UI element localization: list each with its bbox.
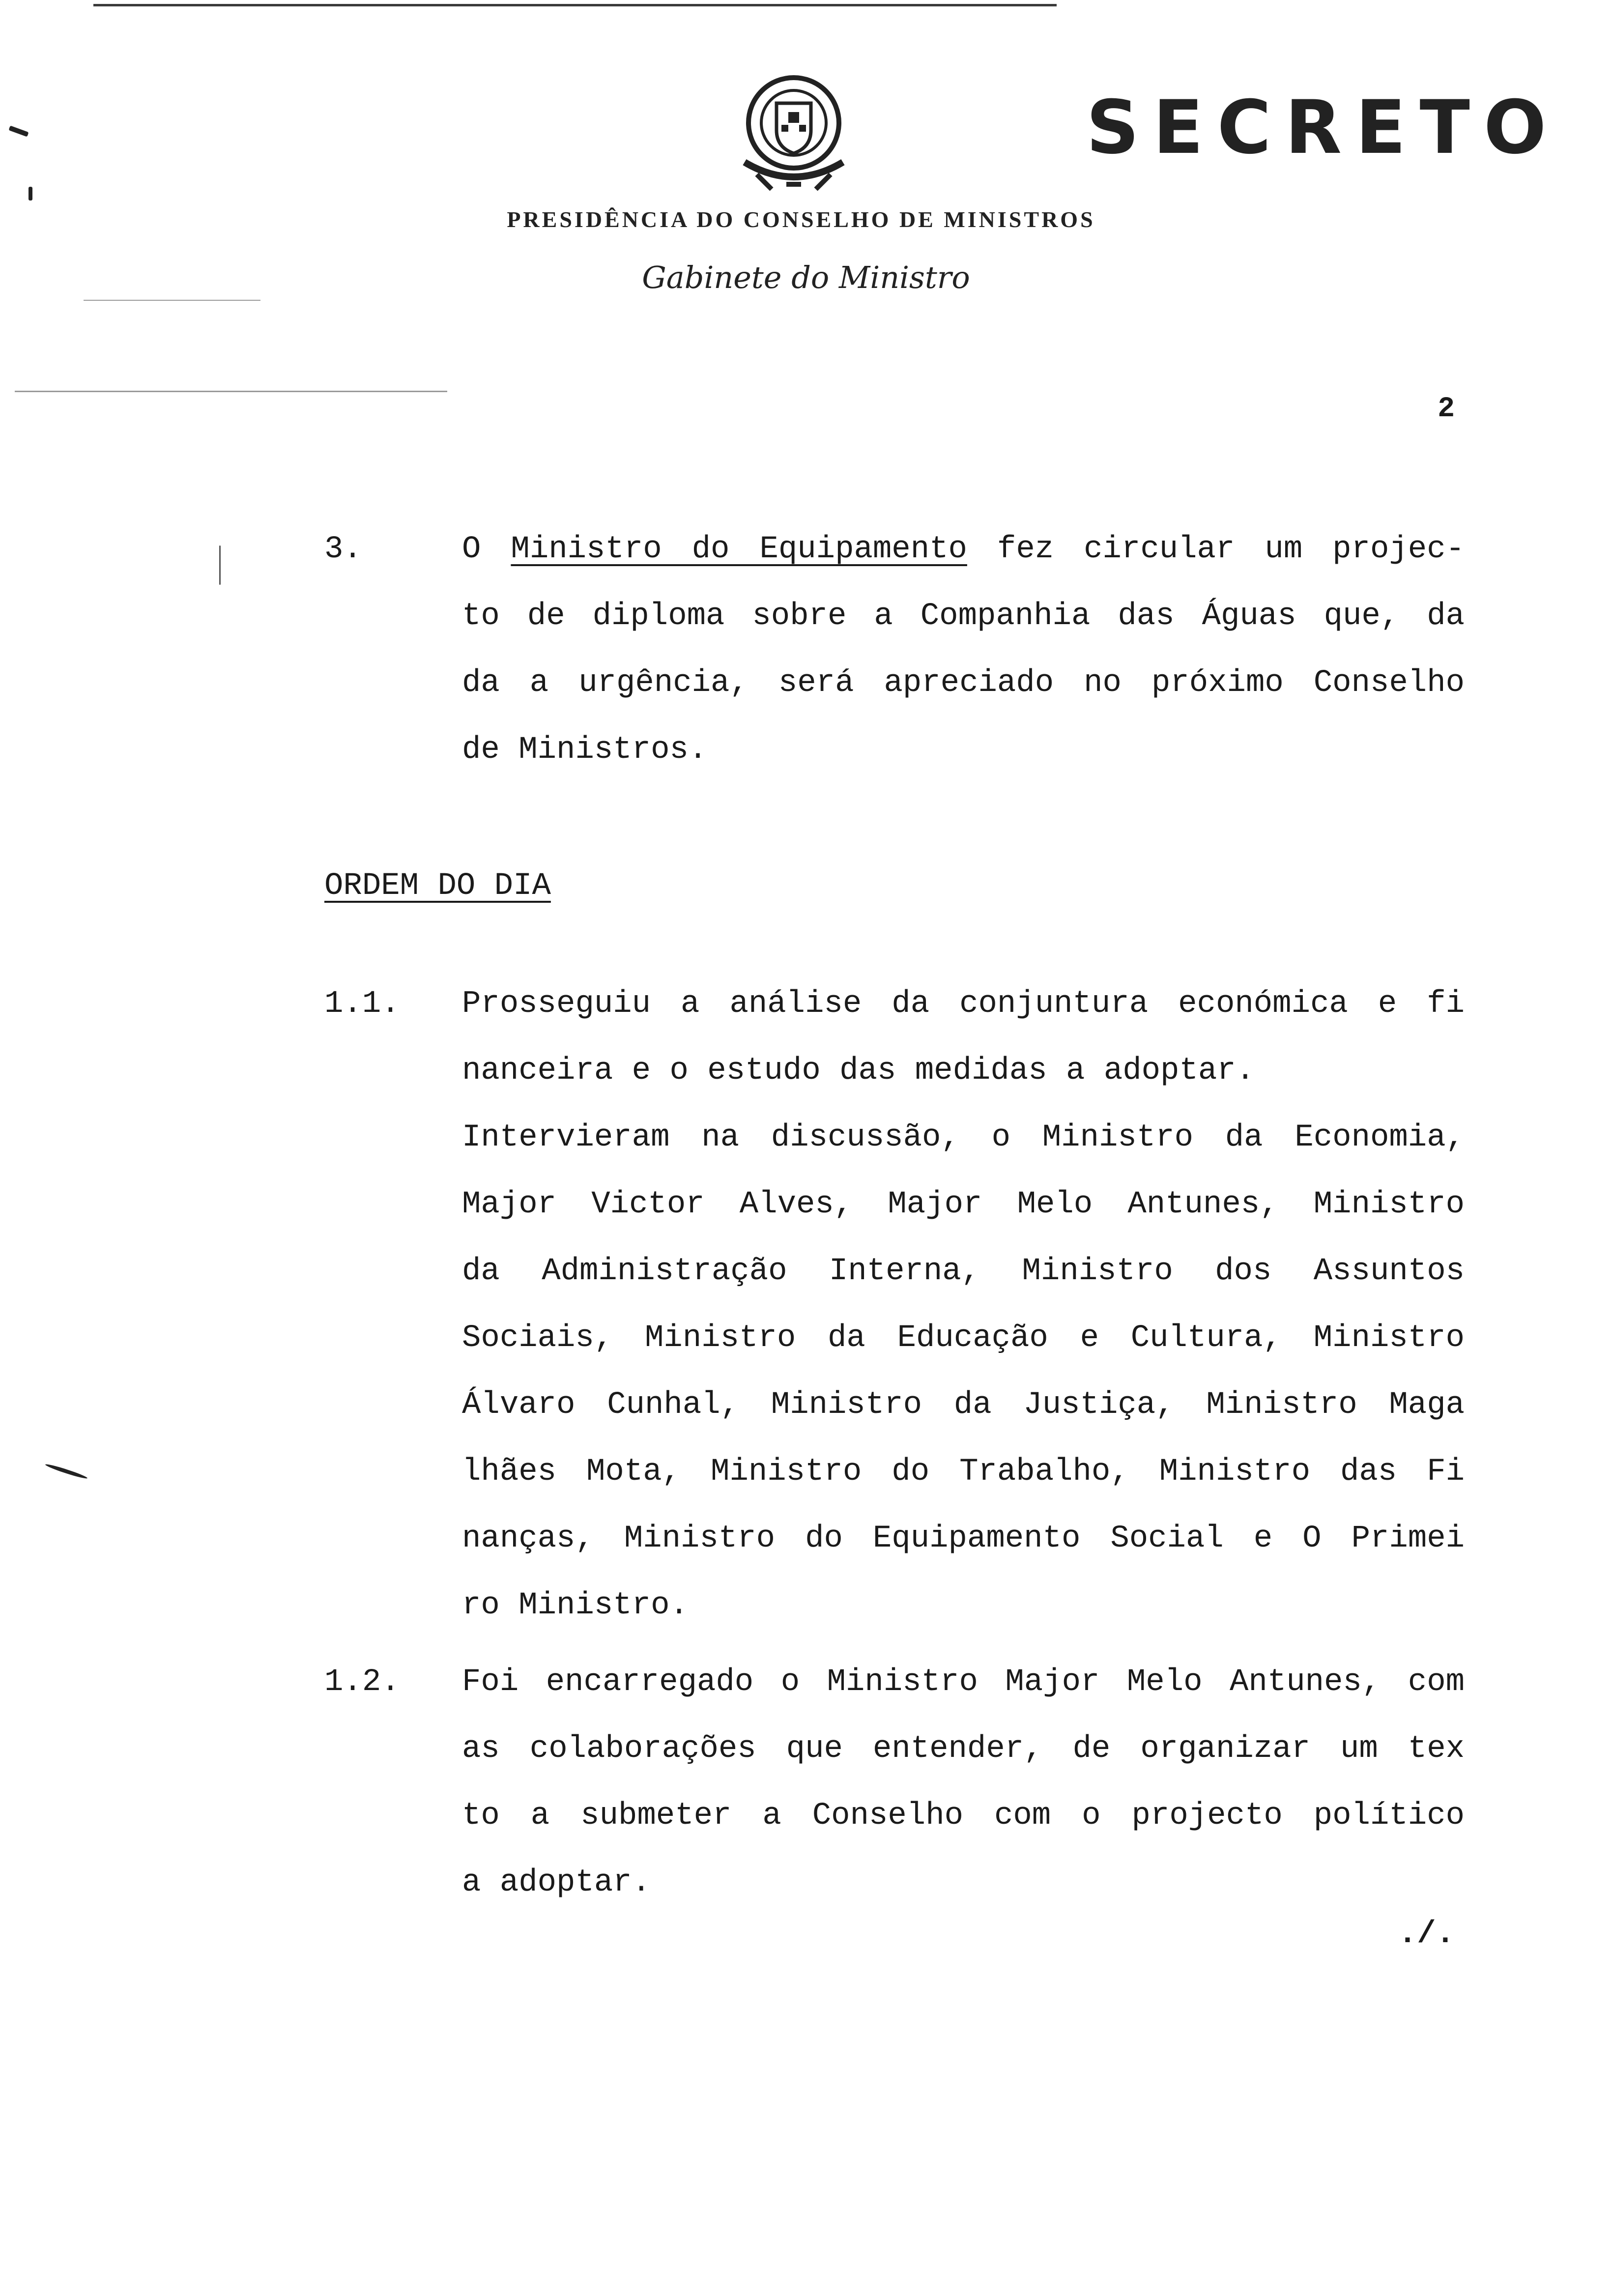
text-line: a adoptar. [462,1865,651,1900]
continuation-mark: ./. [1398,1917,1455,1952]
office-signature: Gabinete do Ministro [642,259,970,295]
text-line: da a urgência, será apreciado no próximo Conselho [462,665,1465,701]
text-line: lhães Mota, Ministro do Trabalho, Ministro das Fi [462,1454,1465,1490]
text-line: ro Ministro. [462,1588,689,1623]
text-line: nanças, Ministro do Equipamento Social e O Primei [462,1521,1465,1556]
margin-mark [29,187,32,201]
text-line: da Administração Interna, Ministro dos Assuntos [462,1254,1465,1289]
margin-mark [45,1463,88,1480]
margin-mark [219,545,221,585]
text-line: Sociais, Ministro da Educação e Cultura, Ministro [462,1320,1465,1356]
classification-stamp: SECRETO [1086,85,1560,171]
top-rule [93,4,1057,6]
item-3-body [462,516,1465,783]
faint-rule [84,300,260,301]
margin-mark [8,125,29,137]
underlined-minister: Ministro do Equipamento [511,532,967,567]
text-line: as colaborações que entender, de organizar um tex [462,1731,1465,1767]
coat-of-arms-icon [737,74,850,197]
item-1-1-body [462,971,1465,1639]
item-number: 1.2. [324,1665,400,1700]
text-line: nanceira e o estudo das medidas a adoptar. [462,1053,1255,1089]
text-line: O Ministro do Equipamento fez circular um projec- [462,532,1465,567]
text-line: to a submeter a Conselho com o projecto político [462,1798,1465,1834]
faint-rule [15,391,447,392]
text-line: Foi encarregado o Ministro Major Melo Antunes, com [462,1665,1465,1700]
item-1-2-body [462,1649,1465,1916]
text-line: de Ministros. [462,732,708,768]
text-line: Prosseguiu a análise da conjuntura económica e fi [462,986,1465,1022]
text-line: Major Victor Alves, Major Melo Antunes, Ministro [462,1187,1465,1222]
section-heading: ORDEM DO DIA [324,868,551,904]
item-number: 1.1. [324,986,400,1022]
text-line: Intervieram na discussão, o Ministro da Economia, [462,1120,1465,1155]
text-line: to de diploma sobre a Companhia das Águas que, da [462,599,1465,634]
institution-name: PRESIDÊNCIA DO CONSELHO DE MINISTROS [507,207,1095,232]
page-number: 2 [1438,393,1455,425]
item-number: 3. [324,532,362,567]
text-line: Álvaro Cunhal, Ministro da Justiça, Ministro Maga [462,1387,1465,1423]
